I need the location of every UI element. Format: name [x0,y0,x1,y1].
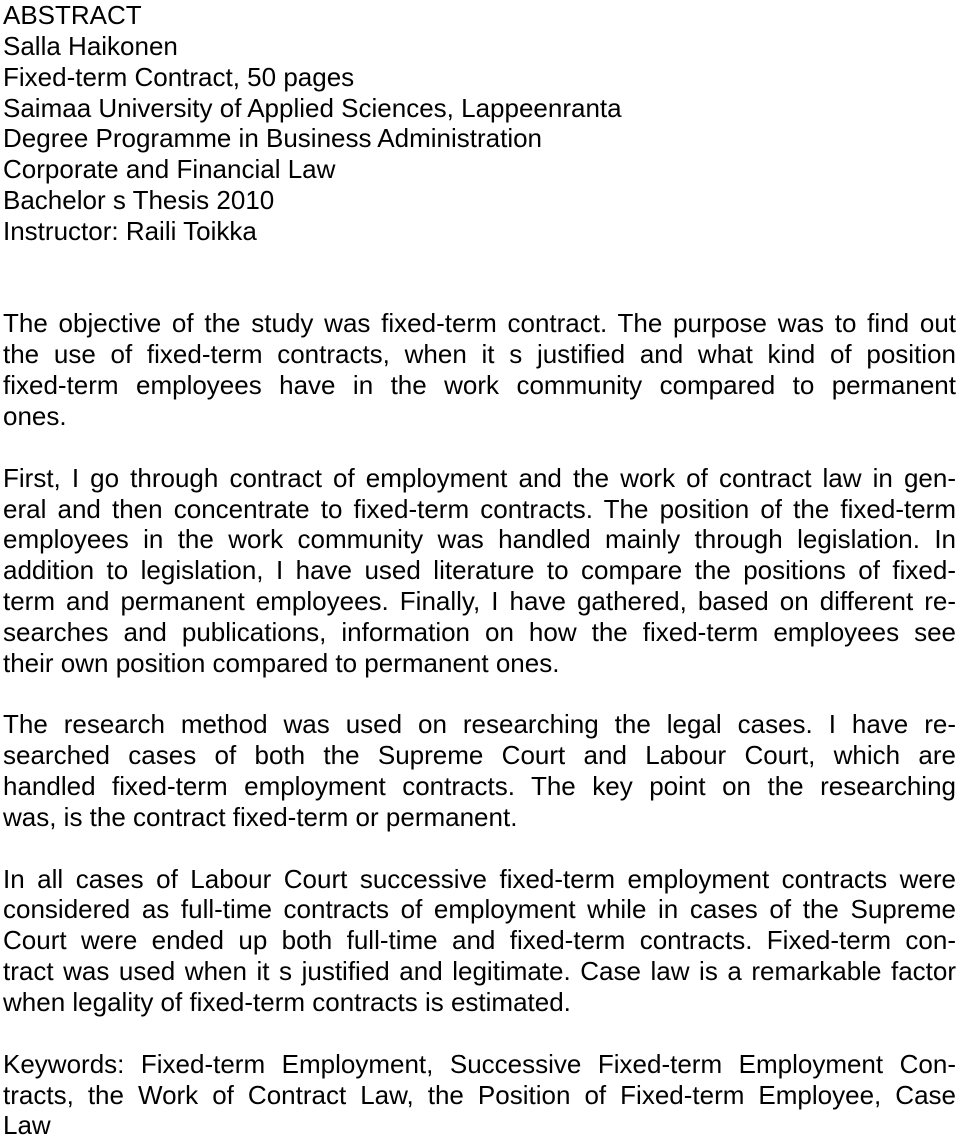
paragraph-line: tract was used when it s justified and legitimate. Case law is a remarkable factor [3,956,956,987]
paragraph-line: term and permanent employees. Finally, I have gathered, based on different re- [3,586,956,617]
paragraph-line: fixed-term employees have in the work community compared to permanent [3,370,956,401]
paragraph-line: their own position compared to permanent ones. [3,647,560,678]
paragraph-line: addition to legislation, I have used literature to compare the positions of fixed- [3,555,956,586]
paragraph-line: eral and then concentrate to fixed-term contracts. The position of the fixed-term [3,493,956,524]
keywords-line: tracts, the Work of Contract Law, the Position of Fixed-term Employee, Case [3,1079,956,1110]
paragraph-line: Court were ended up both full-time and fixed-term contracts. Fixed-term con- [3,925,956,956]
specialisation: Corporate and Financial Law [3,154,336,185]
keywords-paragraph [3,1049,956,1142]
institution: Saimaa University of Applied Sciences, Lappeenranta [3,92,622,123]
paragraph-research-method [3,709,956,832]
keywords-line: Law [3,1110,51,1141]
thesis-info-block [3,0,956,247]
paragraph-line: when legality of fixed-term contracts is estimated. [3,987,571,1017]
paragraph-approach [3,463,956,679]
paragraph-line: The objective of the study was fixed-term contract. The purpose was to find out [3,308,956,339]
paragraph-line: employees in the work community was handled mainly through legislation. In [3,524,956,555]
paragraph-line: First, I go through contract of employment and the work of contract law in gen- [3,462,956,493]
degree-programme: Degree Programme in Business Administration [3,123,543,154]
paragraph-objective [3,308,956,431]
abstract-heading: ABSTRACT [3,0,142,30]
paragraph-line: the use of fixed-term contracts, when it s justified and what kind of position [3,339,956,370]
paragraph-line: ones. [3,400,67,431]
paragraph-line: considered as full-time contracts of employment while in cases of the Supreme [3,894,956,925]
paragraph-line: searched cases of both the Supreme Court and Labour Court, which are [3,740,956,771]
paragraph-line: searches and publications, information on how the fixed-term employees see [3,616,956,647]
paragraph-line: The research method was used on researching the legal cases. I have re- [3,709,956,740]
paragraph-findings [3,864,956,1018]
paragraph-line: was, is the contract fixed-term or permanent. [3,801,518,832]
thesis-type-year: Bachelor s Thesis 2010 [3,185,275,216]
paragraph-line: In all cases of Labour Court successive fixed-term employment contracts were [3,863,956,894]
author-name: Salla Haikonen [3,30,178,61]
keywords-line: Keywords: Fixed-term Employment, Successive Fixed-term Employment Con- [3,1048,956,1079]
paragraph-line: handled fixed-term employment contracts. The key point on the researching [3,771,956,802]
instructor: Instructor: Raili Toikka [3,215,257,246]
thesis-title-pages: Fixed-term Contract, 50 pages [3,61,355,92]
